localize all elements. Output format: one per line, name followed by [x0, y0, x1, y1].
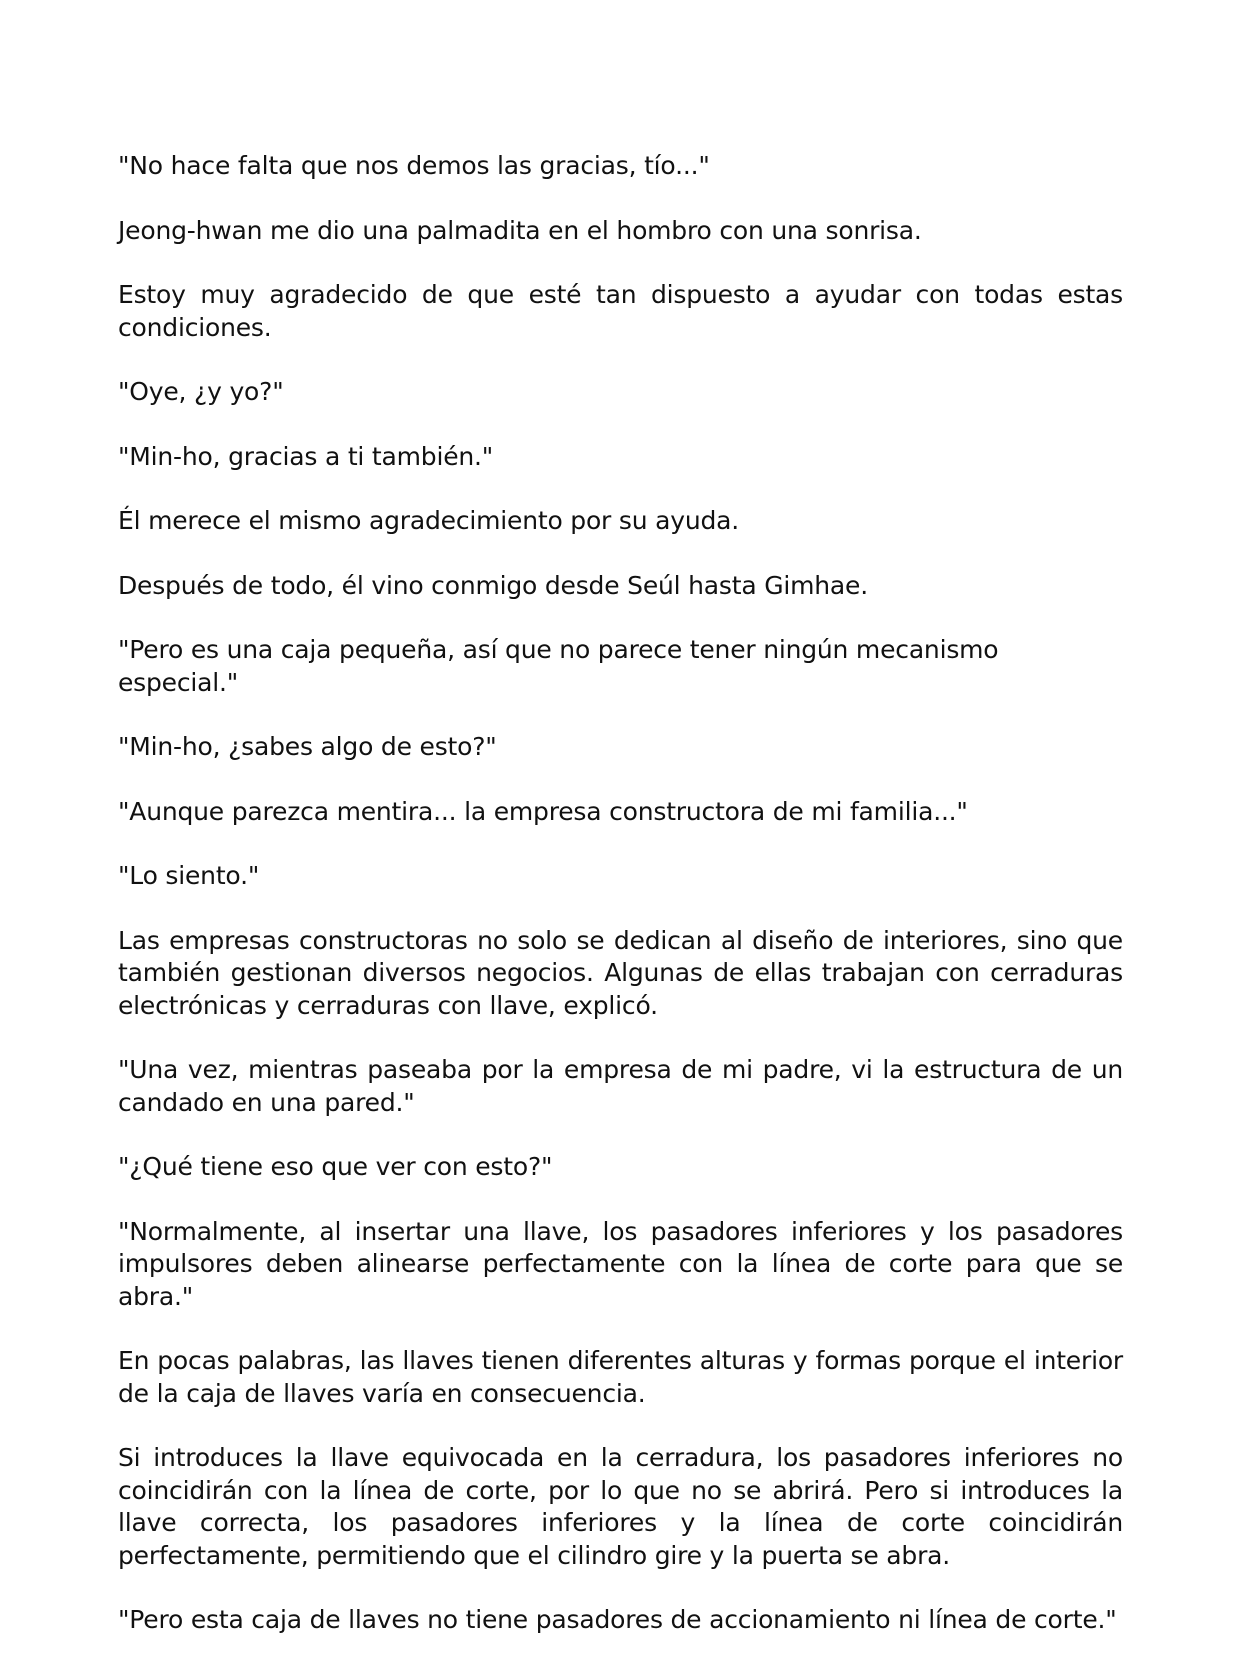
paragraph: "No hace falta que nos demos las gracias, tío..." — [118, 151, 710, 180]
paragraph: En pocas palabras, las llaves tienen diferentes alturas y formas porque el interior de la caja de llaves varía en consecuencia. — [118, 1346, 1123, 1408]
paragraph: Jeong-hwan me dio una palmadita en el hombro con una sonrisa. — [118, 215, 922, 245]
paragraph: "¿Qué tiene eso que ver con esto?" — [118, 1152, 553, 1181]
paragraph: "Aunque parezca mentira... la empresa constructora de mi familia..." — [118, 796, 968, 826]
paragraph: "Pero es una caja pequeña, así que no parece tener ningún mecanismo especial." — [118, 635, 999, 697]
paragraph: "Oye, ¿y yo?" — [118, 377, 284, 406]
paragraph: Las empresas constructoras no solo se dedican al diseño de interiores, sino que también gestionan diversos negocios. Algunas de ellas trabajan con cerraduras electrónicas y cerraduras con llave, explicó. — [118, 925, 1123, 1020]
paragraph: "Una vez, mientras paseaba por la empresa de mi padre, vi la estructura de un candado en una pared." — [118, 1055, 1123, 1117]
paragraph: "Min-ho, ¿sabes algo de esto?" — [118, 732, 497, 761]
paragraph: Él merece el mismo agradecimiento por su ayuda. — [118, 506, 739, 535]
document-page — [118, 150, 1123, 1669]
paragraph: Si introduces la llave equivocada en la cerradura, los pasadores inferiores no coincidirán con la línea de corte, por lo que no se abrirá. Pero si introduces la llave correcta, los pasadores inferiores y la línea de corte coincidirán perfectamente, permitiendo que el cilindro gire y la puerta se abra. — [118, 1443, 1123, 1570]
paragraph: "Normalmente, al insertar una llave, los pasadores inferiores y los pasadores impulsores deben alinearse perfectamente con la línea de corte para que se abra." — [118, 1216, 1123, 1311]
paragraph: "Lo siento." — [118, 861, 260, 890]
paragraph: "Pero esta caja de llaves no tiene pasadores de accionamiento ni línea de corte." — [118, 1605, 1117, 1634]
paragraph: Después de todo, él vino conmigo desde Seúl hasta Gimhae. — [118, 570, 868, 600]
paragraph: "Min-ho, gracias a ti también." — [118, 441, 494, 471]
paragraph: Estoy muy agradecido de que esté tan dispuesto a ayudar con todas estas condiciones. — [118, 280, 1123, 342]
